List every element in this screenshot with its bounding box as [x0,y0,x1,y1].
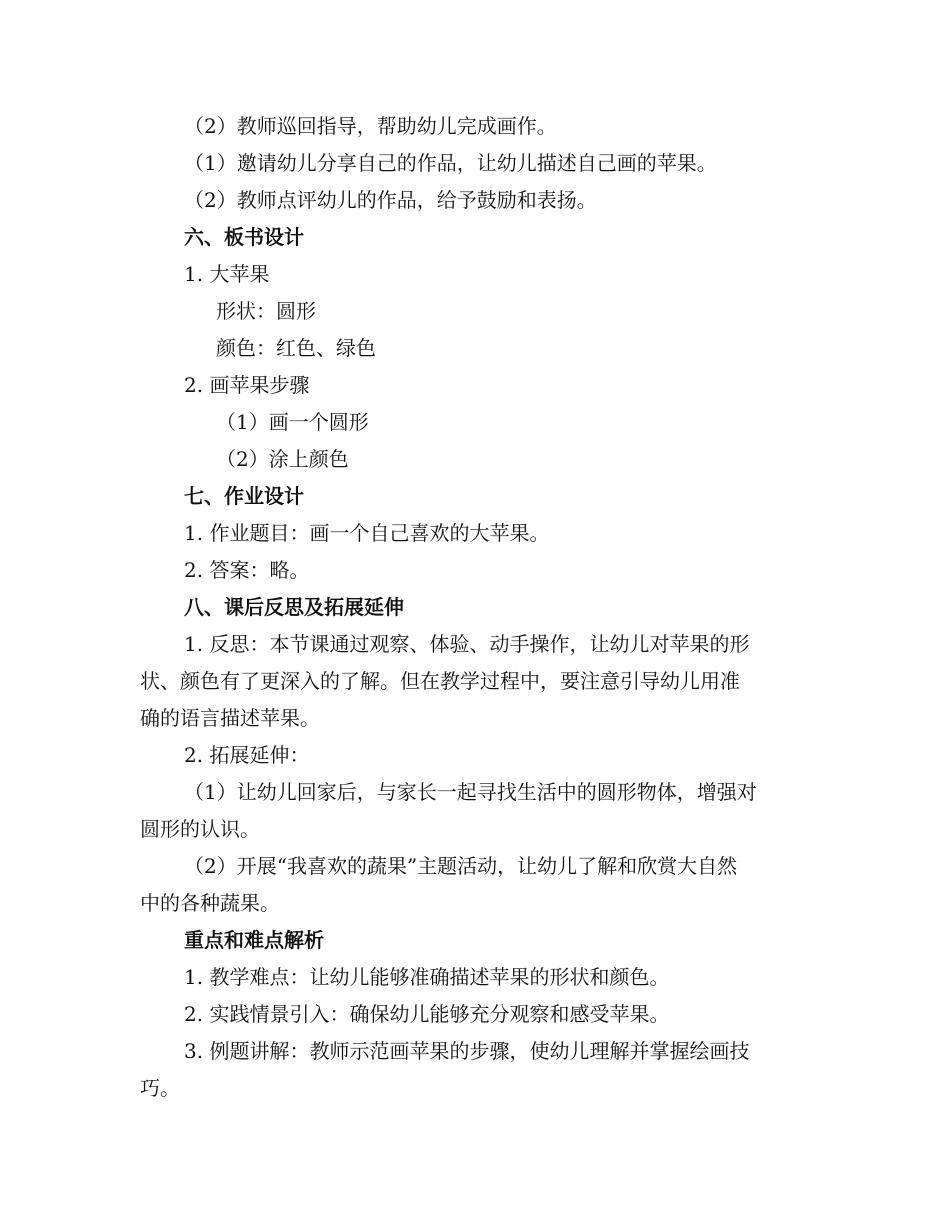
section-heading: 七、作业设计 [184,484,304,508]
paragraph-line: （1）让幼儿回家后，与家长一起寻找生活中的圆形物体，增强对 [184,780,757,804]
paragraph-line: 圆形的认识。 [140,817,260,841]
list-item: 1. 大苹果 [184,262,270,286]
paragraph-line: 1. 反思：本节课通过观察、体验、动手操作，让幼儿对苹果的形 [184,632,750,656]
paragraph-line: 巧。 [140,1076,180,1100]
paragraph-line: 状、颜色有了更深入的了解。但在教学过程中，要注意引导幼儿用准 [140,669,740,693]
list-subitem: （1）画一个圆形 [216,410,369,434]
paragraph-line: （2）教师巡回指导，帮助幼儿完成画作。 [184,114,557,138]
section-heading: 重点和难点解析 [184,928,324,952]
list-item: 3. 例题讲解：教师示范画苹果的步骤，使幼儿理解并掌握绘画技 [184,1039,750,1063]
list-subitem: 颜色：红色、绿色 [216,336,376,360]
section-heading: 六、板书设计 [184,225,304,249]
paragraph-line: 确的语言描述苹果。 [140,706,320,730]
list-item: 2. 实践情景引入：确保幼儿能够充分观察和感受苹果。 [184,1002,670,1026]
list-item: 2. 答案：略。 [184,558,310,582]
list-item: 2. 拓展延伸： [184,743,310,767]
paragraph-line: 中的各种蔬果。 [140,891,280,915]
section-heading: 八、课后反思及拓展延伸 [184,595,404,619]
list-subitem: （2）涂上颜色 [216,447,349,471]
list-item: 2. 画苹果步骤 [184,373,310,397]
list-item: 1. 作业题目：画一个自己喜欢的大苹果。 [184,521,550,545]
paragraph-line: （1）邀请幼儿分享自己的作品，让幼儿描述自己画的苹果。 [184,151,717,175]
paragraph-line: （2）教师点评幼儿的作品，给予鼓励和表扬。 [184,188,597,212]
list-subitem: 形状：圆形 [216,299,316,323]
paragraph-line: （2）开展“我喜欢的蔬果”主题活动，让幼儿了解和欣赏大自然 [184,854,738,878]
list-item: 1. 教学难点：让幼儿能够准确描述苹果的形状和颜色。 [184,965,670,989]
